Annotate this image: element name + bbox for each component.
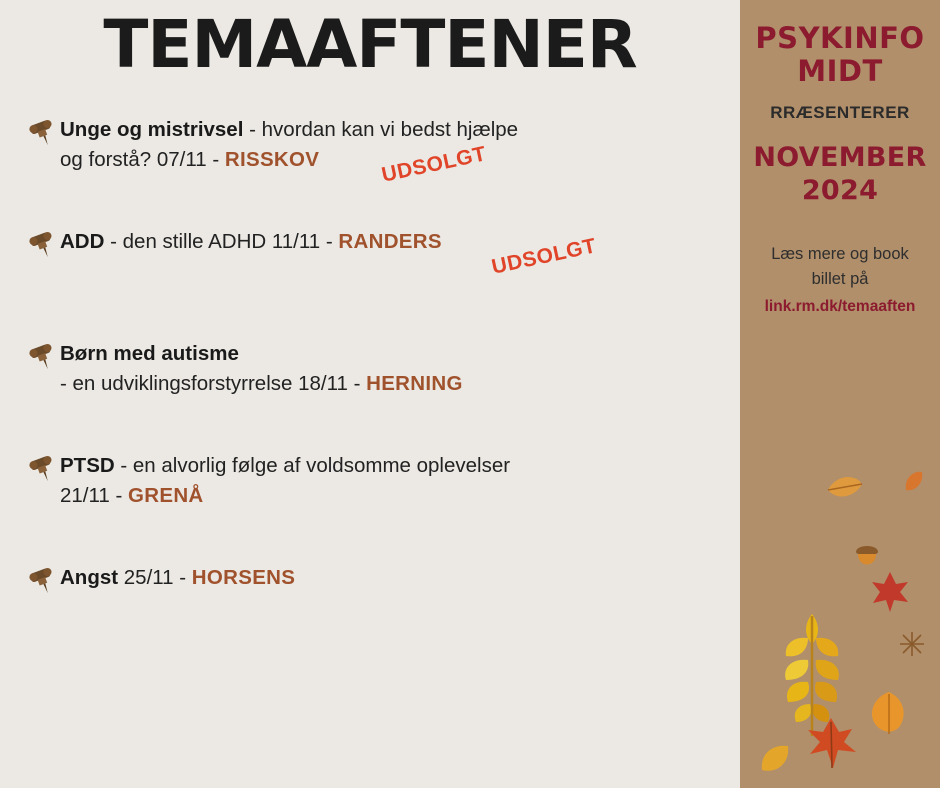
- event-title: PTSD: [60, 454, 115, 478]
- status-badge: UDSOLGT: [489, 234, 599, 280]
- acorn-icon: [850, 540, 884, 578]
- event-detail: - den stille ADHD 11/11 -: [104, 230, 339, 254]
- event-detail: - hvordan kan vi bedst hjælpe: [243, 118, 519, 142]
- event-detail: 25/11 -: [118, 566, 192, 590]
- pushpin-icon: [26, 117, 60, 147]
- presents-label: RRÆSENTERER: [770, 102, 910, 122]
- event-text: [60, 225, 442, 257]
- leaf-icon: [902, 468, 926, 494]
- brand-line-2: MIDT: [797, 54, 883, 89]
- event-text: [60, 337, 463, 398]
- event-place: HERNING: [366, 372, 463, 396]
- event-title: ADD: [60, 230, 105, 254]
- event-detail-line2: [60, 369, 463, 399]
- event-detail-line2: [60, 481, 510, 511]
- event-detail: - en alvorlig følge af voldsomme oplevelser: [114, 454, 511, 478]
- pushpin-icon: [26, 341, 60, 371]
- event-detail-line2-text: 21/11 -: [60, 484, 128, 508]
- seed-icon: [898, 630, 926, 658]
- event-title: Unge og mistrivsel: [60, 118, 244, 142]
- leaf-icon: [758, 742, 792, 776]
- leaf-icon: [822, 470, 866, 510]
- event-text: [60, 449, 510, 510]
- event-detail-line2-text: - en udviklingsforstyrrelse 18/11 -: [60, 372, 367, 396]
- poster-sidebar: [740, 0, 940, 788]
- list-item[interactable]: [26, 449, 740, 535]
- list-item[interactable]: [26, 337, 740, 423]
- event-place: RISSKOV: [224, 148, 320, 172]
- pushpin-icon: [26, 229, 60, 259]
- date-label: [740, 141, 940, 209]
- event-list: [0, 113, 740, 647]
- event-place: GRENÅ: [128, 484, 204, 508]
- booking-link[interactable]: link.rm.dk/temaaften: [764, 297, 916, 315]
- leaf-icon: [802, 716, 860, 774]
- brand-line-1: PSYKINFO: [755, 21, 925, 55]
- event-title: Angst: [60, 566, 119, 590]
- status-badge: UDSOLGT: [379, 142, 489, 188]
- list-item[interactable]: [26, 225, 740, 311]
- list-item[interactable]: [26, 561, 740, 647]
- pushpin-icon: [26, 565, 60, 595]
- leaf-icon: [868, 690, 910, 736]
- event-text: [60, 561, 295, 593]
- leaf-icon: [868, 570, 912, 614]
- event-detail-line2-text: og forstå? 07/11 -: [60, 148, 225, 172]
- pushpin-icon: [26, 453, 60, 483]
- month-label: NOVEMBER: [753, 141, 927, 173]
- booking-info: [750, 242, 930, 318]
- year-label: 2024: [801, 175, 879, 207]
- event-place: RANDERS: [338, 230, 442, 254]
- list-item[interactable]: [26, 113, 740, 199]
- booking-line-2: billet på: [811, 269, 869, 288]
- booking-line-1: Læs mere og book: [771, 245, 909, 264]
- leaf-icon: [768, 610, 854, 740]
- event-title: Børn med autisme: [60, 342, 239, 366]
- brand-name: [740, 0, 940, 89]
- page-title: TEMAAFTENER: [103, 6, 637, 83]
- event-place: HORSENS: [191, 566, 296, 590]
